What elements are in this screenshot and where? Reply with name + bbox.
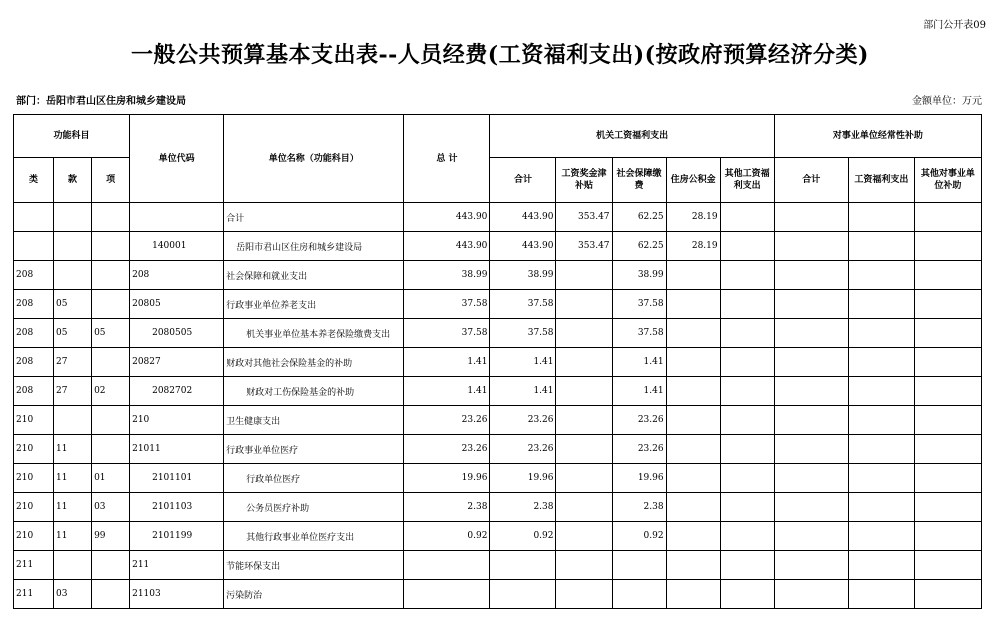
cell-agency-wage (556, 522, 612, 551)
cell-inst-subtotal (774, 493, 848, 522)
cell-total: 443.90 (404, 203, 490, 232)
cell-agency-other (720, 377, 774, 406)
cell-xiang: 01 (92, 464, 130, 493)
cell-agency-other (720, 522, 774, 551)
cell-inst-other (914, 261, 981, 290)
cell-agency-other (720, 348, 774, 377)
cell-agency-subtotal: 37.58 (490, 319, 556, 348)
header-inst-subtotal: 合计 (774, 158, 848, 203)
table-row (14, 493, 982, 522)
cell-lei: 208 (14, 261, 54, 290)
cell-agency-housing (666, 377, 720, 406)
cell-unit-name: 节能环保支出 (224, 551, 404, 580)
cell-agency-social: 19.96 (612, 464, 666, 493)
cell-agency-other (720, 261, 774, 290)
cell-kuan: 27 (54, 377, 92, 406)
cell-unit-code: 2101103 (130, 493, 224, 522)
cell-unit-code: 2082702 (130, 377, 224, 406)
cell-inst-other (914, 580, 981, 609)
table-row (14, 232, 982, 261)
cell-kuan: 05 (54, 319, 92, 348)
cell-agency-wage (556, 319, 612, 348)
cell-lei: 210 (14, 435, 54, 464)
cell-kuan: 11 (54, 464, 92, 493)
cell-kuan: 11 (54, 435, 92, 464)
cell-agency-social: 38.99 (612, 261, 666, 290)
cell-agency-wage (556, 406, 612, 435)
cell-unit-code: 21011 (130, 435, 224, 464)
cell-unit-code: 208 (130, 261, 224, 290)
cell-agency-housing (666, 464, 720, 493)
table-row (14, 377, 982, 406)
cell-inst-other (914, 406, 981, 435)
header-xiang: 项 (92, 158, 130, 203)
header-agency-subtotal: 合计 (490, 158, 556, 203)
cell-xiang (92, 348, 130, 377)
cell-agency-subtotal: 23.26 (490, 406, 556, 435)
cell-agency-wage (556, 348, 612, 377)
cell-inst-other (914, 348, 981, 377)
cell-agency-other (720, 464, 774, 493)
cell-agency-subtotal: 37.58 (490, 290, 556, 319)
cell-inst-wage (848, 203, 914, 232)
cell-total: 23.26 (404, 406, 490, 435)
cell-inst-subtotal (774, 203, 848, 232)
cell-agency-other (720, 406, 774, 435)
cell-agency-other (720, 290, 774, 319)
cell-xiang: 99 (92, 522, 130, 551)
cell-inst-wage (848, 319, 914, 348)
cell-xiang (92, 203, 130, 232)
cell-agency-wage: 353.47 (556, 232, 612, 261)
cell-inst-subtotal (774, 261, 848, 290)
table-row (14, 522, 982, 551)
cell-agency-social: 37.58 (612, 290, 666, 319)
form-number: 部门公开表09 (923, 20, 986, 31)
cell-agency-wage (556, 580, 612, 609)
cell-total: 1.41 (404, 348, 490, 377)
cell-unit-name: 其他行政事业单位医疗支出 (224, 522, 404, 551)
cell-total: 37.58 (404, 319, 490, 348)
cell-xiang (92, 261, 130, 290)
cell-agency-housing (666, 580, 720, 609)
cell-total: 0.92 (404, 522, 490, 551)
header-kuan: 款 (54, 158, 92, 203)
cell-xiang (92, 435, 130, 464)
cell-agency-subtotal: 19.96 (490, 464, 556, 493)
cell-agency-wage (556, 261, 612, 290)
cell-unit-name: 岳阳市君山区住房和城乡建设局 (224, 232, 404, 261)
cell-inst-wage (848, 493, 914, 522)
cell-agency-wage (556, 464, 612, 493)
cell-agency-housing (666, 319, 720, 348)
table-row (14, 290, 982, 319)
cell-agency-other (720, 435, 774, 464)
cell-kuan (54, 406, 92, 435)
cell-inst-wage (848, 377, 914, 406)
table-row (14, 435, 982, 464)
cell-agency-housing: 28.19 (666, 232, 720, 261)
cell-xiang: 02 (92, 377, 130, 406)
cell-xiang: 05 (92, 319, 130, 348)
cell-agency-subtotal (490, 580, 556, 609)
cell-inst-subtotal (774, 551, 848, 580)
cell-unit-name: 卫生健康支出 (224, 406, 404, 435)
cell-total: 37.58 (404, 290, 490, 319)
cell-agency-housing (666, 493, 720, 522)
cell-unit-name: 财政对工伤保险基金的补助 (224, 377, 404, 406)
cell-inst-wage (848, 406, 914, 435)
cell-kuan: 11 (54, 522, 92, 551)
cell-inst-wage (848, 580, 914, 609)
cell-unit-name: 社会保障和就业支出 (224, 261, 404, 290)
cell-lei: 210 (14, 406, 54, 435)
cell-agency-social: 23.26 (612, 435, 666, 464)
cell-lei: 208 (14, 377, 54, 406)
cell-lei: 208 (14, 319, 54, 348)
header-unit-code: 单位代码 (130, 115, 224, 203)
table-row (14, 203, 982, 232)
cell-agency-housing (666, 261, 720, 290)
cell-agency-housing (666, 348, 720, 377)
cell-inst-wage (848, 232, 914, 261)
header-inst-other: 其他对事业单位补助 (914, 158, 981, 203)
cell-unit-code: 21103 (130, 580, 224, 609)
header-lei: 类 (14, 158, 54, 203)
cell-agency-other (720, 232, 774, 261)
cell-unit-name: 合计 (224, 203, 404, 232)
cell-inst-subtotal (774, 377, 848, 406)
cell-unit-code (130, 203, 224, 232)
cell-kuan: 11 (54, 493, 92, 522)
cell-inst-wage (848, 551, 914, 580)
cell-inst-other (914, 522, 981, 551)
header-unit-name: 单位名称（功能科目） (224, 115, 404, 203)
page-title: 一般公共预算基本支出表--人员经费(工资福利支出)(按政府预算经济分类) (131, 42, 869, 68)
cell-inst-other (914, 290, 981, 319)
cell-agency-housing (666, 522, 720, 551)
cell-agency-subtotal: 23.26 (490, 435, 556, 464)
header-agency-group: 机关工资福利支出 (490, 115, 774, 158)
cell-inst-other (914, 551, 981, 580)
cell-agency-wage (556, 435, 612, 464)
cell-agency-subtotal (490, 551, 556, 580)
cell-lei (14, 203, 54, 232)
cell-unit-code: 2080505 (130, 319, 224, 348)
cell-inst-wage (848, 522, 914, 551)
header-func-subject: 功能科目 (14, 115, 130, 158)
cell-lei: 211 (14, 551, 54, 580)
cell-unit-code: 20805 (130, 290, 224, 319)
cell-unit-name: 机关事业单位基本养老保险缴费支出 (224, 319, 404, 348)
budget-table (13, 114, 982, 609)
header-agency-other: 其他工资福利支出 (720, 158, 774, 203)
cell-total: 443.90 (404, 232, 490, 261)
cell-inst-subtotal (774, 232, 848, 261)
cell-inst-subtotal (774, 522, 848, 551)
cell-total: 23.26 (404, 435, 490, 464)
cell-agency-subtotal: 1.41 (490, 377, 556, 406)
cell-agency-social: 37.58 (612, 319, 666, 348)
cell-kuan: 05 (54, 290, 92, 319)
cell-agency-wage (556, 377, 612, 406)
cell-inst-other (914, 319, 981, 348)
cell-inst-wage (848, 348, 914, 377)
cell-unit-code: 210 (130, 406, 224, 435)
department-label: 部门：岳阳市君山区住房和城乡建设局 (16, 96, 186, 107)
cell-kuan (54, 203, 92, 232)
cell-xiang: 03 (92, 493, 130, 522)
cell-lei (14, 232, 54, 261)
cell-xiang (92, 232, 130, 261)
cell-agency-subtotal: 0.92 (490, 522, 556, 551)
cell-unit-name: 公务员医疗补助 (224, 493, 404, 522)
cell-lei: 210 (14, 522, 54, 551)
cell-agency-wage (556, 493, 612, 522)
cell-kuan (54, 232, 92, 261)
cell-total: 19.96 (404, 464, 490, 493)
cell-inst-other (914, 377, 981, 406)
cell-inst-wage (848, 435, 914, 464)
header-institution-group: 对事业单位经常性补助 (774, 115, 981, 158)
cell-lei: 208 (14, 348, 54, 377)
table-row (14, 319, 982, 348)
cell-inst-wage (848, 290, 914, 319)
cell-agency-social (612, 580, 666, 609)
cell-agency-social: 62.25 (612, 232, 666, 261)
cell-inst-subtotal (774, 580, 848, 609)
cell-agency-wage (556, 551, 612, 580)
cell-agency-other (720, 319, 774, 348)
cell-kuan: 27 (54, 348, 92, 377)
cell-unit-code: 2101101 (130, 464, 224, 493)
amount-unit-label: 金额单位：万元 (912, 96, 982, 107)
cell-agency-wage: 353.47 (556, 203, 612, 232)
cell-inst-subtotal (774, 435, 848, 464)
cell-inst-other (914, 435, 981, 464)
cell-agency-housing (666, 290, 720, 319)
cell-inst-other (914, 232, 981, 261)
cell-unit-code: 2101199 (130, 522, 224, 551)
cell-unit-name: 行政单位医疗 (224, 464, 404, 493)
cell-inst-wage (848, 261, 914, 290)
cell-total (404, 551, 490, 580)
table-row (14, 406, 982, 435)
cell-total: 38.99 (404, 261, 490, 290)
cell-agency-wage (556, 290, 612, 319)
cell-inst-subtotal (774, 406, 848, 435)
cell-agency-subtotal: 443.90 (490, 203, 556, 232)
cell-unit-name: 行政事业单位医疗 (224, 435, 404, 464)
cell-xiang (92, 580, 130, 609)
cell-agency-housing (666, 435, 720, 464)
cell-kuan: 03 (54, 580, 92, 609)
cell-unit-name: 财政对其他社会保险基金的补助 (224, 348, 404, 377)
cell-unit-code: 20827 (130, 348, 224, 377)
cell-lei: 211 (14, 580, 54, 609)
cell-lei: 208 (14, 290, 54, 319)
cell-agency-subtotal: 1.41 (490, 348, 556, 377)
cell-inst-subtotal (774, 464, 848, 493)
cell-inst-subtotal (774, 348, 848, 377)
cell-unit-code: 211 (130, 551, 224, 580)
cell-kuan (54, 551, 92, 580)
cell-agency-other (720, 580, 774, 609)
table-row (14, 261, 982, 290)
cell-inst-wage (848, 464, 914, 493)
cell-xiang (92, 406, 130, 435)
cell-lei: 210 (14, 493, 54, 522)
cell-agency-other (720, 551, 774, 580)
cell-agency-subtotal: 2.38 (490, 493, 556, 522)
header-agency-social: 社会保障缴费 (612, 158, 666, 203)
cell-agency-housing (666, 551, 720, 580)
cell-kuan (54, 261, 92, 290)
cell-total: 1.41 (404, 377, 490, 406)
cell-agency-housing (666, 406, 720, 435)
cell-unit-name: 污染防治 (224, 580, 404, 609)
cell-xiang (92, 290, 130, 319)
cell-agency-social: 0.92 (612, 522, 666, 551)
cell-xiang (92, 551, 130, 580)
table-row (14, 580, 982, 609)
cell-agency-other (720, 203, 774, 232)
table-row (14, 551, 982, 580)
header-inst-wage: 工资福利支出 (848, 158, 914, 203)
cell-total: 2.38 (404, 493, 490, 522)
cell-agency-social: 1.41 (612, 348, 666, 377)
cell-lei: 210 (14, 464, 54, 493)
cell-agency-social: 1.41 (612, 377, 666, 406)
cell-unit-code: 140001 (130, 232, 224, 261)
cell-agency-social: 62.25 (612, 203, 666, 232)
cell-agency-subtotal: 38.99 (490, 261, 556, 290)
table-row (14, 348, 982, 377)
cell-agency-social: 23.26 (612, 406, 666, 435)
header-agency-housing: 住房公积金 (666, 158, 720, 203)
cell-agency-subtotal: 443.90 (490, 232, 556, 261)
cell-inst-subtotal (774, 290, 848, 319)
cell-agency-social (612, 551, 666, 580)
cell-inst-other (914, 493, 981, 522)
cell-agency-housing: 28.19 (666, 203, 720, 232)
header-total: 总 计 (404, 115, 490, 203)
cell-inst-other (914, 464, 981, 493)
cell-total (404, 580, 490, 609)
table-row (14, 464, 982, 493)
cell-inst-subtotal (774, 319, 848, 348)
cell-agency-other (720, 493, 774, 522)
header-agency-wage: 工资奖金津补贴 (556, 158, 612, 203)
cell-unit-name: 行政事业单位养老支出 (224, 290, 404, 319)
cell-inst-other (914, 203, 981, 232)
cell-agency-social: 2.38 (612, 493, 666, 522)
